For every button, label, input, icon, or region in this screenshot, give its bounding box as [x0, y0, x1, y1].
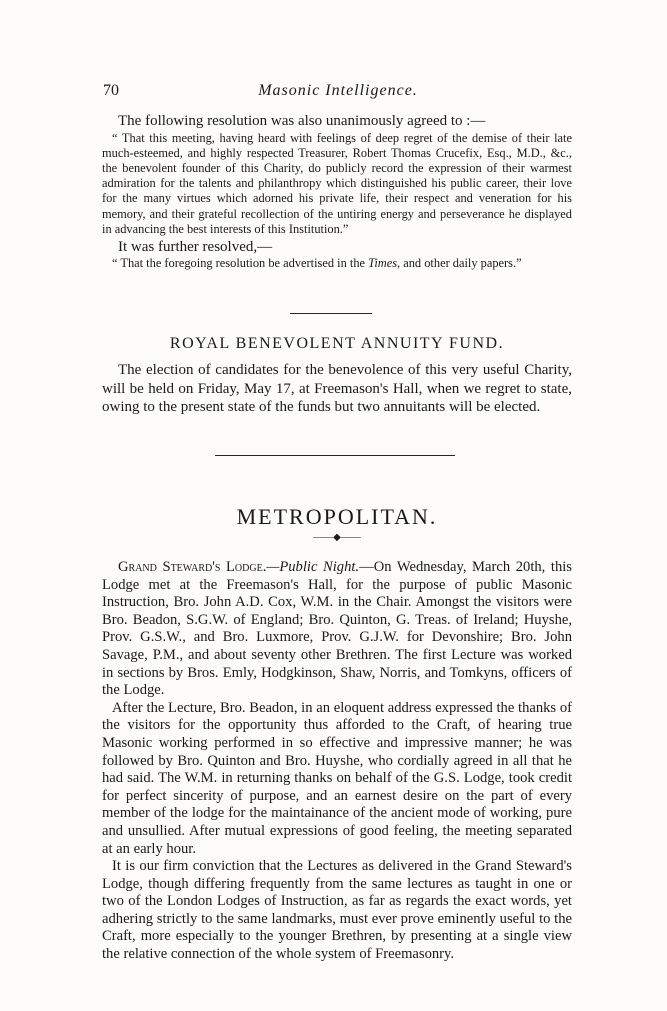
- resolution-2-after: , and other daily papers.”: [397, 256, 522, 271]
- resolution-section: [102, 112, 572, 272]
- ornament-divider: ——◆——: [313, 532, 361, 543]
- metro-para-1-text: —On Wednesday, March 20th, this Lodge met at the Freemason's Hall, for the purpose of public Masonic Instruction, Bro. John A.D. Cox, W.M. in the Chair. Amongst the visitors were Bro. Beadon, S.G.W. of England; Bro. Quinton, G. Treas. of Ireland; Huyshe, Prov. G.S.W., and Bro. Luxmore, Prov. G.J.W. for Devonshire; Bro. John Savage, P.M., and about seventy other Brethren. The first Lecture was worked in sections by Bros. Emly, Hodgkinson, Shaw, Norris, and Tomkyns, officers of the Lodge.: [102, 559, 572, 699]
- lodge-name: Grand Steward's Lodge.: [118, 559, 267, 575]
- royal-section: [102, 335, 572, 417]
- metro-para-2: After the Lecture, Bro. Beadon, in an eloquent address expressed the thanks of the visitors for the opportunity thus afforded to the Craft, of hearing true Masonic working performed in so effective and impressive manner; he was followed by Bro. Quinton and Bro. Huyshe, who cordially agreed in all that he had said. The W.M. in returning thanks on behalf of the G.S. Lodge, took credit for perfect sincerity of purpose, and an earnest desire on the part of every member of the lodge for the maintainance of the ancient mode of working, pure and unsullied. After mutual expressions of good feeling, the meeting separated at an early hour.: [102, 699, 572, 857]
- times-title: Times: [368, 256, 398, 271]
- metro-para-1: [102, 559, 572, 700]
- metropolitan-section: [102, 559, 572, 964]
- metropolitan-heading-block: [102, 504, 572, 530]
- metropolitan-heading: METROPOLITAN.: [236, 504, 438, 529]
- public-night: —Public Night.: [266, 559, 360, 575]
- resolution-text: “ That this meeting, having heard with feelings of deep regret of the demise of their late much-esteemed, and highly respected Treasurer, Robert Thomas Crucefix, Esq., M.D., &c., the benevolent founder of this Charity, do publicly record the expression of their warmest admiration for the talents and philanthropy which distinguished his public career, their love for the many virtues which adorned his private life, their respect and veneration for his memory, and their grateful recollection of the untiring energy and perseverance he displayed in advancing the best interests of this Institution.”: [102, 130, 572, 236]
- further-resolved: It was further resolved,—: [118, 238, 273, 255]
- royal-text: The election of candidates for the benevolence of this very useful Charity, will be held on Friday, May 17, at Freemason's Hall, when we regret to state, owing to the present state of the funds but two annuitants will be elected.: [102, 362, 572, 415]
- resolution-2: [102, 256, 572, 271]
- divider-rule-1: [290, 313, 372, 314]
- resolution-intro: The following resolution was also unanimously agreed to :—: [118, 113, 486, 129]
- divider-rule-2: [215, 455, 455, 456]
- metro-para-3: It is our firm conviction that the Lectures as delivered in the Grand Steward's Lodge, though differing frequently from the same lectures as taught in one or two of the London Lodges of Instruction, as far as regards the exact words, yet adhering strictly to the same landmarks, must ever prove eminently useful to the Craft, more especially to the younger Brethren, by presenting at a single view the relative connection of the whole system of Freemasonry.: [102, 858, 572, 963]
- royal-heading: ROYAL BENEVOLENT ANNUITY FUND.: [169, 335, 505, 352]
- resolution-2-before: “ That the foregoing resolution be advertised in the: [112, 256, 369, 271]
- page-number: 70: [103, 82, 119, 99]
- page-header: [103, 82, 573, 102]
- running-head: Masonic Intelligence.: [258, 82, 418, 99]
